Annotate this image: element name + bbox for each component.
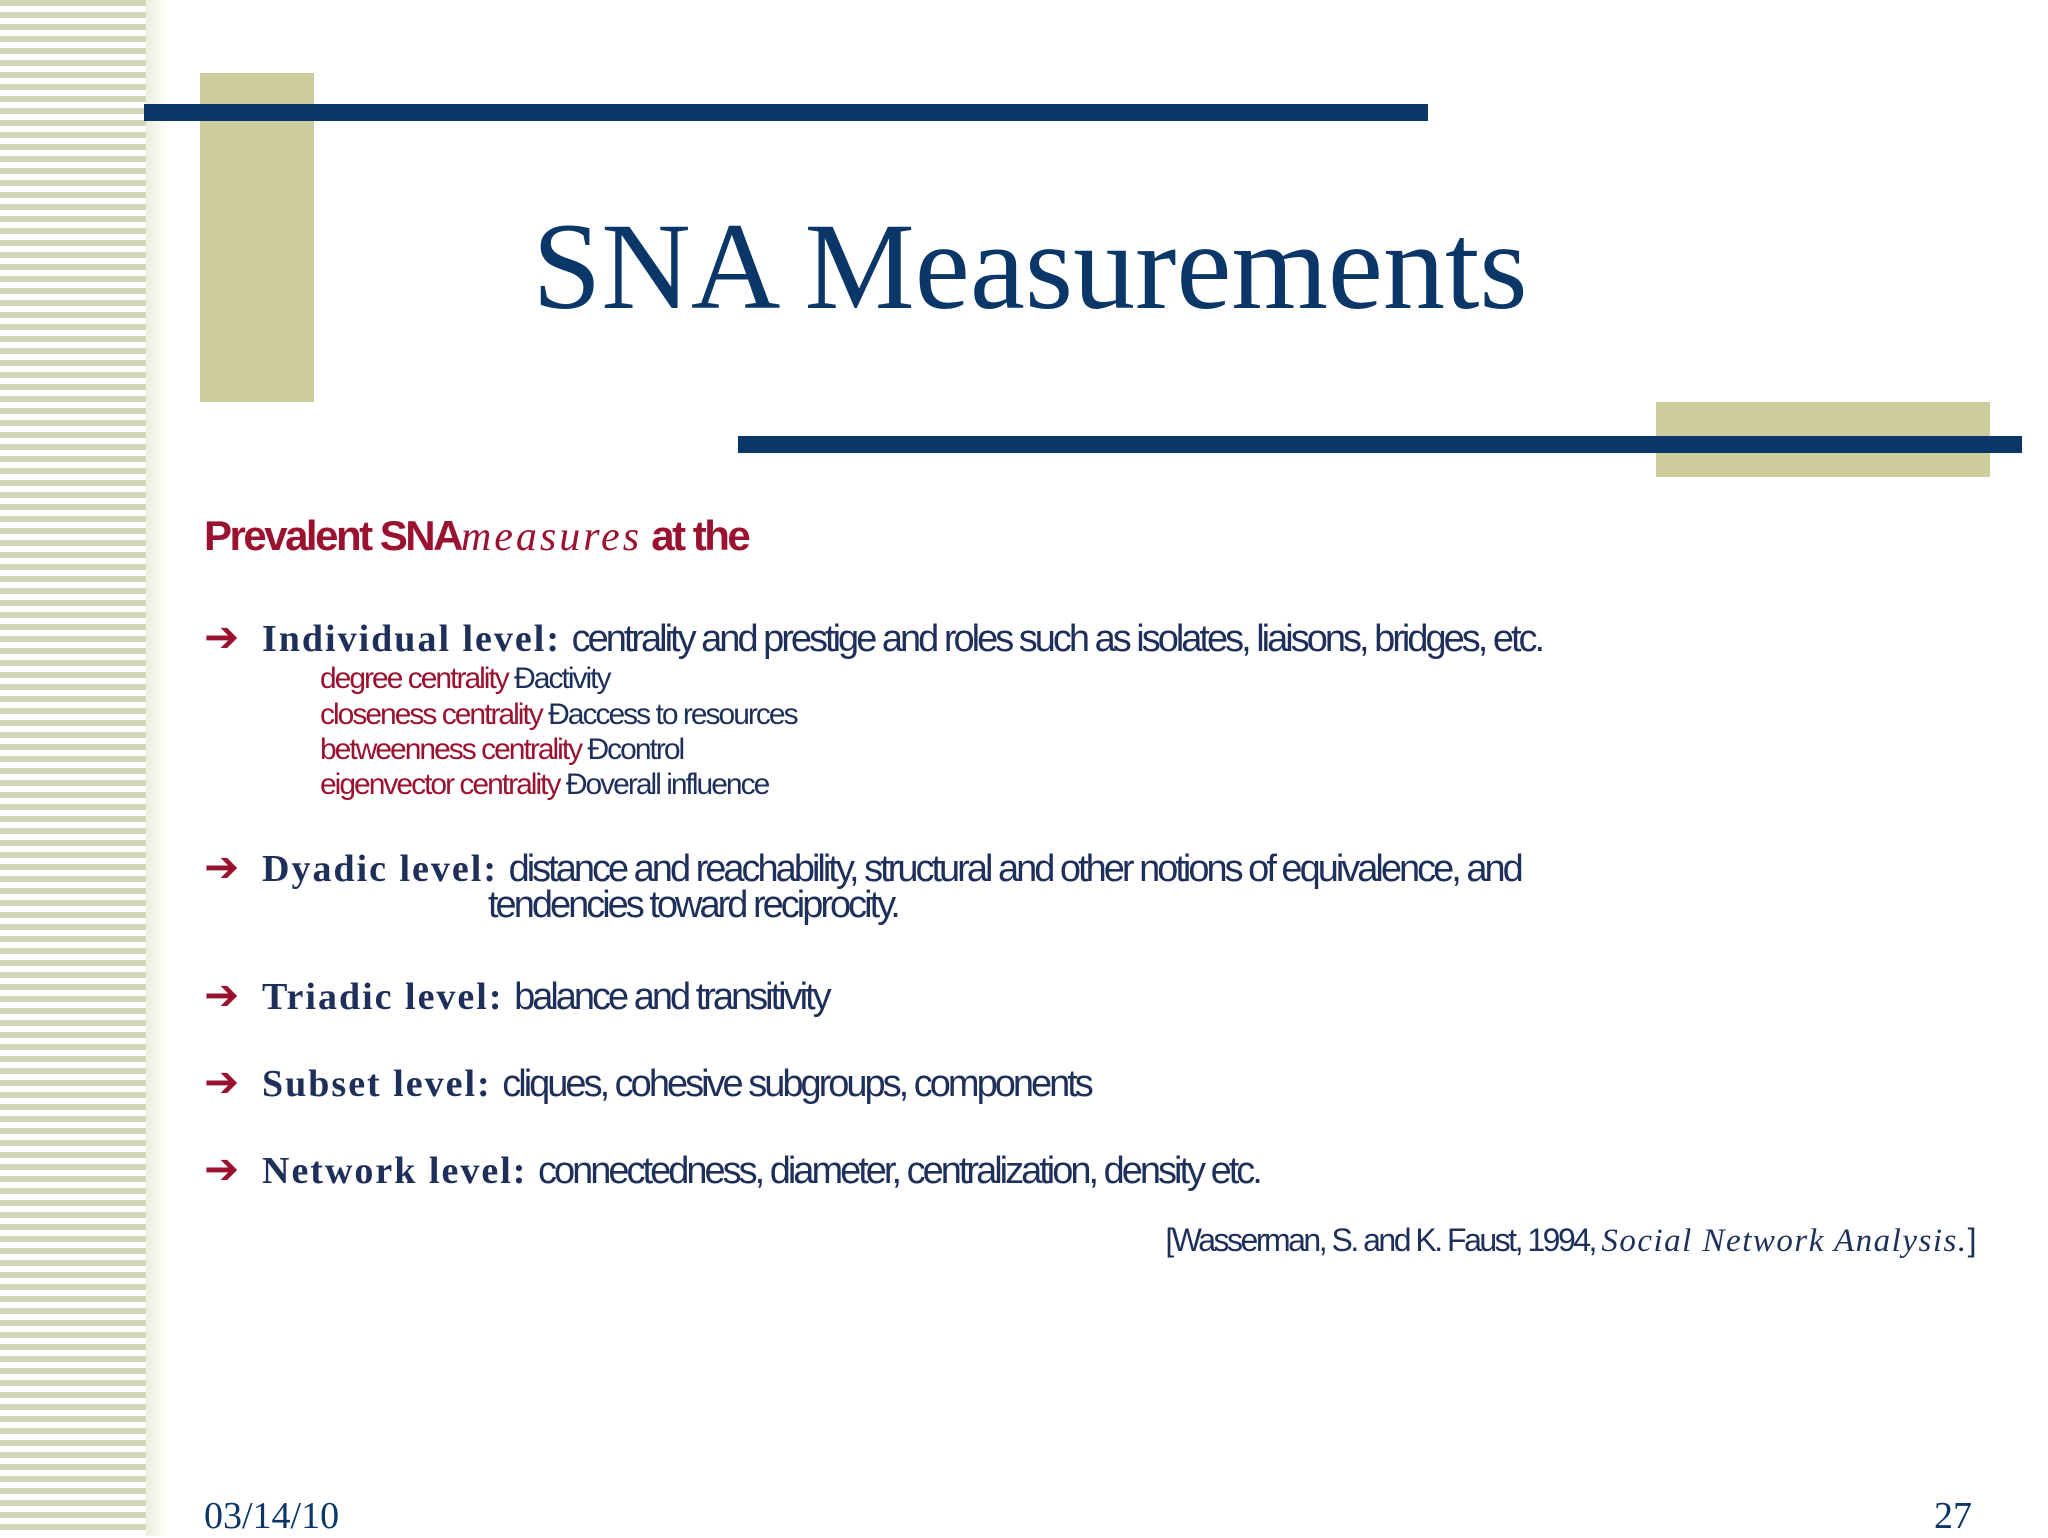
navy-bar-top [144, 104, 1428, 121]
sub-term: degree centrality [320, 662, 508, 695]
citation [1165, 1222, 1974, 1260]
arrow-icon: ➔ [204, 612, 240, 661]
level-label: Dyadic level: [262, 848, 499, 890]
footer-date: 03/14/10 [204, 1495, 340, 1537]
level-text: balance and transitivity [514, 976, 829, 1018]
stripe-fade [146, 0, 168, 1536]
dyadic-continuation: tendencies toward reciprocity. [488, 884, 898, 926]
sub-meaning: Ðoverall influence [565, 768, 769, 801]
arrow-icon: ➔ [204, 1057, 240, 1106]
level-label: Subset level: [262, 1063, 492, 1105]
level-text: connectedness, diameter, centralization, density etc. [537, 1150, 1260, 1192]
citation-book: Social Network Analysis. [1601, 1223, 1968, 1259]
level-label: Network level: [262, 1150, 528, 1192]
sub-item-betweenness [320, 733, 683, 767]
olive-block-top [200, 73, 314, 402]
slide-number: 27 [1934, 1495, 1972, 1537]
bullet-network-level [204, 1144, 1260, 1193]
sub-term: eigenvector centrality [320, 768, 560, 801]
bullet-triadic-level [204, 970, 829, 1019]
intro-part1: Prevalent SNA [204, 512, 461, 559]
citation-close: ] [1967, 1222, 1974, 1258]
level-label: Triadic level: [262, 976, 504, 1018]
slide-title: SNA Measurements [532, 198, 1528, 335]
intro-part3: at the [642, 512, 749, 559]
left-stripe-pattern [0, 0, 146, 1536]
arrow-icon: ➔ [204, 970, 240, 1019]
level-text: distance and reachability, structural and other notions of equivalence, and [508, 848, 1521, 890]
sub-item-closeness [320, 698, 797, 732]
level-text: cliques, cohesive subgroups, components [502, 1063, 1091, 1105]
navy-bar-bottom [738, 436, 2022, 453]
arrow-icon: ➔ [204, 842, 240, 891]
sub-item-degree [320, 662, 610, 696]
sub-term: betweenness centrality [320, 733, 582, 766]
sub-term: closeness centrality [320, 698, 542, 731]
bullet-individual-level [204, 612, 1542, 661]
sub-item-eigenvector [320, 768, 768, 802]
intro-line [204, 512, 748, 561]
citation-authors: [Wasserman, S. and K. Faust, 1994, [1165, 1222, 1602, 1258]
bullet-subset-level [204, 1057, 1091, 1106]
arrow-icon: ➔ [204, 1144, 240, 1193]
level-text: centrality and prestige and roles such as isolates, liaisons, bridges, etc. [571, 618, 1543, 660]
sub-meaning: Ðaccess to resources [548, 698, 797, 731]
intro-part2: measures [460, 514, 643, 560]
level-label: Individual level: [262, 618, 561, 660]
sub-meaning: Ðactivity [514, 662, 610, 695]
sub-meaning: Ðcontrol [587, 733, 684, 766]
